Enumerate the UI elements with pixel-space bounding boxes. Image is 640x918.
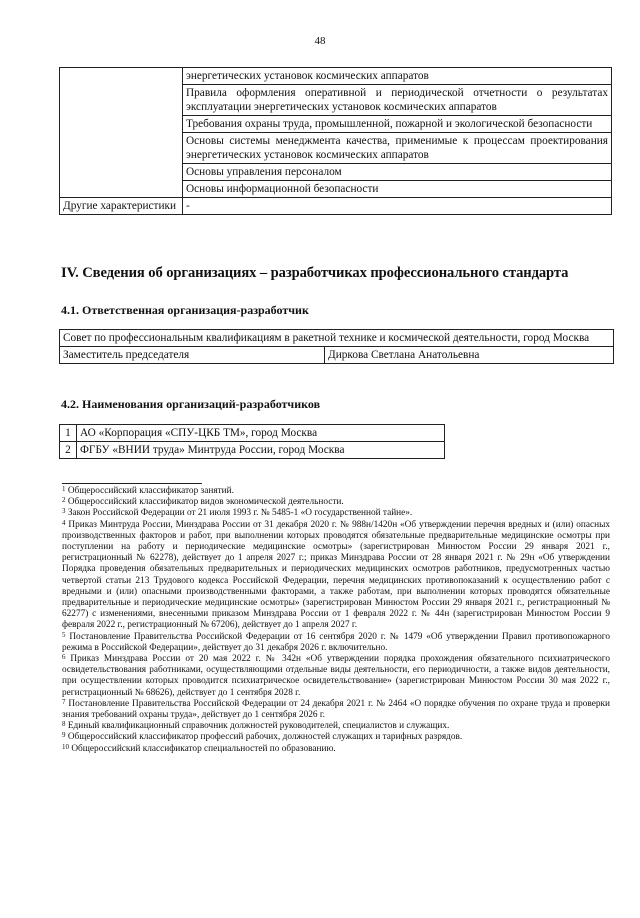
- table-cell: Основы системы менеджмента качества, применимые к процессам проектирования энергетических установок космических аппаратов: [183, 133, 612, 164]
- section-title: IV. Сведения об организациях – разработчиках профессионального стандарта: [61, 265, 569, 281]
- subsection-title-developers: 4.2. Наименования организаций-разработчиков: [61, 397, 321, 411]
- table-cell: Правила оформления оперативной и периодической отчетности о результатах эксплуатации энергетических установок космических аппаратов: [183, 85, 612, 116]
- footnote: [62, 632, 610, 654]
- subsection-title-responsible: 4.1. Ответственная организация-разработчик: [61, 303, 309, 317]
- table-row: [60, 330, 614, 347]
- table-cell: Требования охраны труда, промышленной, пожарной и экологической безопасности: [183, 116, 612, 133]
- footnote-number: 1: [62, 485, 66, 493]
- footnote-number: 7: [62, 697, 66, 706]
- footnote-number: 4: [62, 518, 66, 527]
- footnote-number: 9: [62, 731, 66, 740]
- footnote: [62, 508, 610, 519]
- other-characteristics-value: -: [183, 198, 612, 215]
- knowledge-table-continuation: [59, 67, 612, 215]
- developers-table: [59, 424, 445, 459]
- page-number: 48: [314, 35, 326, 47]
- footnote-number: 5: [62, 630, 66, 639]
- table-cell: энергетических установок космических аппаратов: [183, 68, 612, 85]
- responsible-organization-table: [59, 329, 614, 364]
- footnote-text: Общероссийский классификатор видов экономической деятельности.: [67, 497, 344, 508]
- footnote: [62, 732, 610, 743]
- footnote: [62, 654, 610, 699]
- footnote-number: 8: [62, 720, 66, 729]
- footnote-text: Общероссийский классификатор профессий рабочих, должностей служащих и тарифных разрядов.: [67, 732, 463, 743]
- person-name: Диркова Светлана Анатольевна: [325, 347, 614, 364]
- footnote-text: Постановление Правительства Российской Федерации от 24 декабря 2021 г. № 2464 «О порядке обучения по охране труда и проверки знания требований охраны труда», действует до 1 сентября 2026 г.: [62, 698, 610, 721]
- footnote-number: 3: [62, 507, 66, 516]
- footnote-text: Общероссийский классификатор специальностей по образованию.: [71, 743, 336, 754]
- table-cell: Основы информационной безопасности: [183, 181, 612, 198]
- footnote-text: Постановление Правительства Российской Федерации от 16 сентября 2020 г. № 1479 «Об утверждении Правил противопожарного режима в Российской Федерации», действует до 31 декабря 2026 г. включительно.: [62, 631, 610, 653]
- table-row: [60, 347, 614, 364]
- table-cell-empty: [60, 68, 183, 198]
- other-characteristics-label: Другие характеристики: [60, 198, 183, 215]
- position-title: Заместитель председателя: [60, 347, 325, 364]
- table-row: [60, 442, 445, 459]
- footnote-separator: [62, 483, 202, 484]
- footnote-number: 10: [62, 742, 69, 751]
- row-number: 2: [60, 442, 77, 459]
- table-row: [60, 198, 612, 215]
- row-number: 1: [60, 425, 77, 442]
- footnote-number: 6: [62, 653, 66, 662]
- developer-name: ФГБУ «ВНИИ труда» Минтруда России, город Москва: [77, 442, 445, 459]
- footnote-text: Приказ Минтруда России, Минздрава России от 31 декабря 2020 г. № 988н/1420н «Об утверждении перечня вредных и (или) опасных производственных факторов и работ, при выполнении которых проводятся обязательные предварительные медицинские осмотры при поступлении на работу и периодические медицинские осмотры» (зарегистрирован Минюстом России 29 января 2021 г., регистрационный № 62278), действует до 1 апреля 2027 г.; приказ Минздрава России от 28 января 2021 г. № 29н «Об утверждении Порядка проведения обязательных предварительных и периодических медицинских осмотров работников, предусмотренных частью четвертой статьи 213 Трудового кодекса Российской Федерации, перечня медицинских противопоказаний к осуществлению работ с вредными и (или) опасными производственными факторами, а также работам, при выполнении которых проводятся обязательные предварительные и периодические медицинские осмотры» (зарегистрирован Минюстом России 29 января 2021 г., регистрационный № 62277) с изменениями, внесенными приказом Минздрава России от 1 февраля 2022 г. № 44н (зарегистрирован Минюстом России 9 февраля 2022 г., регистрационный № 67206), действует до 1 апреля 2027 г.: [62, 519, 610, 631]
- table-cell: Основы управления персоналом: [183, 164, 612, 181]
- footnote: [62, 520, 610, 632]
- footnote: [62, 744, 610, 755]
- footnote: [62, 721, 610, 732]
- footnote-text: Единый квалификационный справочник должностей руководителей, специалистов и служащих.: [67, 721, 450, 732]
- footnote-text: Приказ Минздрава России от 20 мая 2022 г. № 342н «Об утверждении порядка прохождения обязательного психиатрического освидетельствования работниками, осуществляющими отдельные виды деятельности, его периодичности, а также видов деятельности, при осуществлении которых проводится психиатрическое освидетельствование» (зарегистрирован Минюстом России 30 мая 2022 г., регистрационный № 68626), действует до 1 сентября 2028 г.: [62, 654, 610, 698]
- footnote-text: Закон Российской Федерации от 21 июля 1993 г. № 5485-1 «О государственной тайне».: [67, 508, 413, 519]
- footnote: [62, 497, 610, 508]
- footnote-text: Общероссийский классификатор занятий.: [67, 486, 234, 496]
- footnote: [62, 699, 610, 721]
- footnote-number: 2: [62, 496, 66, 505]
- footnote: [62, 486, 610, 497]
- organization-name: Совет по профессиональным квалификациям в ракетной технике и космической деятельности, город Москва: [60, 330, 614, 347]
- table-row: [60, 425, 445, 442]
- footnotes: [62, 486, 610, 755]
- table-row: [60, 68, 612, 85]
- developer-name: АО «Корпорация «СПУ-ЦКБ ТМ», город Москва: [77, 425, 445, 442]
